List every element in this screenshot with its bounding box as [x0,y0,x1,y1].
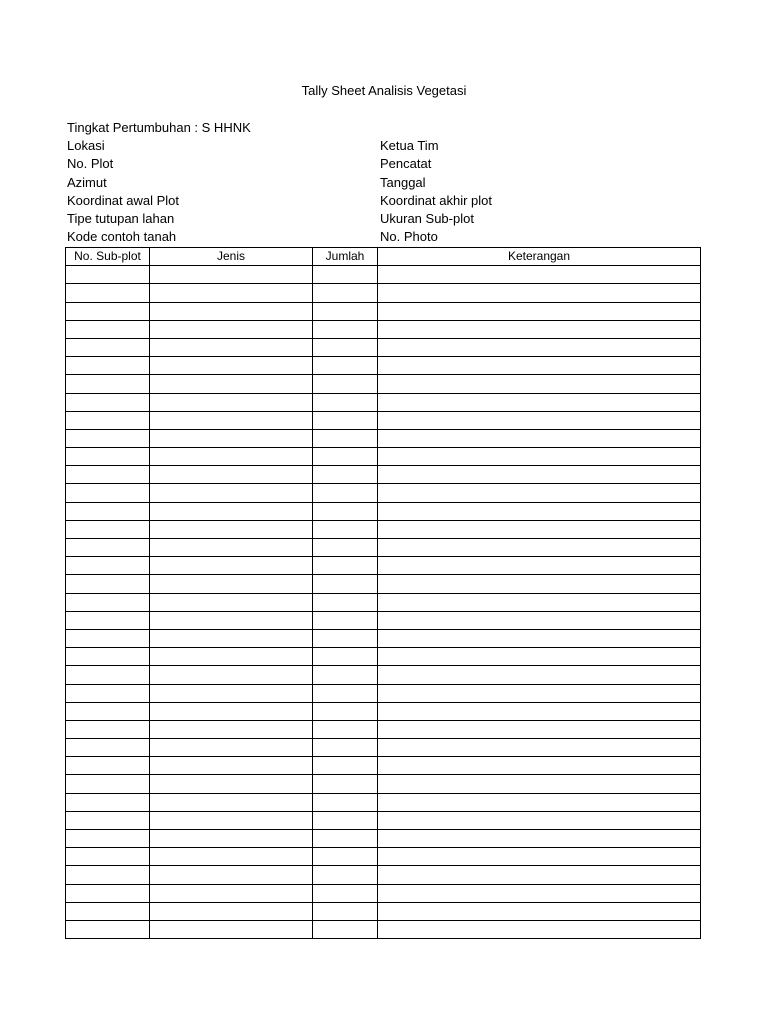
table-cell [378,357,701,375]
table-cell [66,266,150,284]
table-row [66,338,701,356]
field-no-plot: No. Plot [67,156,114,171]
table-cell [66,302,150,320]
table-cell [378,484,701,502]
table-cell [378,684,701,702]
table-cell [66,593,150,611]
table-cell [313,411,378,429]
table-row [66,793,701,811]
table-cell [150,739,313,757]
table-cell [150,448,313,466]
table-row [66,611,701,629]
table-header-row [66,248,701,266]
table-cell [313,739,378,757]
tally-table [65,247,701,939]
table-cell [66,539,150,557]
table-cell [313,484,378,502]
field-tingkat-pertumbuhan: Tingkat Pertumbuhan : S HHNK [67,120,251,135]
table-cell [378,775,701,793]
table-cell [313,539,378,557]
field-azimut: Azimut [67,175,107,190]
table-cell [313,338,378,356]
table-cell [378,811,701,829]
table-cell [150,429,313,447]
table-cell [378,757,701,775]
table-cell [150,702,313,720]
header-no-subplot: No. Sub-plot [66,248,150,266]
table-row [66,284,701,302]
table-row [66,811,701,829]
table-cell [313,357,378,375]
table-cell [313,557,378,575]
table-cell [66,884,150,902]
table-cell [378,666,701,684]
table-cell [150,375,313,393]
table-row [66,848,701,866]
table-row [66,739,701,757]
table-cell [313,611,378,629]
table-cell [150,684,313,702]
table-cell [150,666,313,684]
field-tipe-tutupan: Tipe tutupan lahan [67,211,175,226]
table-cell [150,629,313,647]
table-cell [313,375,378,393]
table-cell [66,648,150,666]
table-cell [66,757,150,775]
table-cell [313,393,378,411]
table-row [66,866,701,884]
table-cell [66,393,150,411]
table-cell [313,629,378,647]
table-cell [378,411,701,429]
table-cell [150,466,313,484]
table-row [66,502,701,520]
table-cell [66,520,150,538]
table-cell [150,720,313,738]
table-cell [66,320,150,338]
table-cell [150,611,313,629]
table-cell [313,702,378,720]
table-row [66,757,701,775]
table-cell [378,375,701,393]
table-row [66,684,701,702]
table-cell [66,502,150,520]
table-row [66,375,701,393]
header-jumlah: Jumlah [313,248,378,266]
field-lokasi: Lokasi [67,138,105,153]
table-cell [66,793,150,811]
table-cell [378,429,701,447]
table-cell [378,393,701,411]
table-cell [66,811,150,829]
table-cell [66,629,150,647]
table-cell [378,629,701,647]
table-cell [66,848,150,866]
table-cell [313,448,378,466]
table-cell [313,593,378,611]
table-cell [378,520,701,538]
table-cell [150,357,313,375]
table-row [66,629,701,647]
table-cell [150,830,313,848]
table-cell [313,320,378,338]
table-cell [378,702,701,720]
table-cell [150,775,313,793]
table-row [66,575,701,593]
table-cell [150,575,313,593]
table-cell [66,666,150,684]
table-cell [150,920,313,938]
table-cell [150,757,313,775]
table-cell [66,357,150,375]
table-cell [66,702,150,720]
table-cell [150,320,313,338]
table-cell [313,866,378,884]
table-cell [150,866,313,884]
table-cell [313,884,378,902]
field-ukuran-subplot: Ukuran Sub-plot [380,211,474,226]
table-cell [378,320,701,338]
table-row [66,429,701,447]
table-cell [313,666,378,684]
table-row [66,302,701,320]
table-cell [150,484,313,502]
table-row [66,320,701,338]
table-cell [313,920,378,938]
table-row [66,775,701,793]
field-no-photo: No. Photo [380,229,438,244]
field-koordinat-akhir: Koordinat akhir plot [380,193,493,208]
table-body [66,266,701,939]
table-cell [378,557,701,575]
table-cell [150,557,313,575]
table-cell [378,284,701,302]
table-row [66,393,701,411]
table-cell [150,284,313,302]
table-row [66,266,701,284]
table-cell [66,411,150,429]
table-cell [378,302,701,320]
table-cell [150,338,313,356]
table-row [66,466,701,484]
table-cell [378,902,701,920]
table-cell [150,648,313,666]
table-cell [378,539,701,557]
table-cell [150,393,313,411]
table-cell [66,866,150,884]
header-keterangan: Keterangan [378,248,701,266]
table-row [66,593,701,611]
table-cell [66,557,150,575]
table-cell [378,793,701,811]
table-cell [378,448,701,466]
table-cell [313,720,378,738]
table-cell [66,448,150,466]
field-pencatat: Pencatat [380,156,432,171]
table-cell [378,575,701,593]
table-cell [66,902,150,920]
table-cell [150,811,313,829]
field-ketua-tim: Ketua Tim [380,138,439,153]
table-cell [66,466,150,484]
table-row [66,357,701,375]
table-cell [66,684,150,702]
table-cell [313,466,378,484]
table-cell [150,502,313,520]
table-cell [66,575,150,593]
table-cell [66,775,150,793]
table-row [66,920,701,938]
table-cell [150,884,313,902]
table-cell [313,284,378,302]
table-row [66,902,701,920]
table-cell [313,830,378,848]
table-row [66,448,701,466]
field-tanggal: Tanggal [380,175,426,190]
table-row [66,557,701,575]
header-jenis: Jenis [150,248,313,266]
table-cell [66,830,150,848]
table-cell [66,484,150,502]
table-row [66,539,701,557]
page-title: Tally Sheet Analisis Vegetasi [301,83,467,98]
table-cell [150,848,313,866]
table-cell [313,757,378,775]
table-cell [313,648,378,666]
field-kode-contoh: Kode contoh tanah [67,229,177,244]
table-cell [378,866,701,884]
table-cell [66,375,150,393]
table-cell [313,520,378,538]
table-row [66,720,701,738]
table-cell [313,266,378,284]
table-cell [313,575,378,593]
table-cell [313,902,378,920]
table-cell [66,739,150,757]
table-cell [378,920,701,938]
table-row [66,484,701,502]
table-cell [378,593,701,611]
table-cell [150,411,313,429]
table-cell [378,720,701,738]
table-cell [378,848,701,866]
table-cell [313,429,378,447]
table-row [66,520,701,538]
table-cell [313,848,378,866]
table-cell [313,302,378,320]
table-cell [378,266,701,284]
table-cell [66,284,150,302]
table-cell [66,429,150,447]
table-row [66,702,701,720]
table-cell [150,593,313,611]
table-cell [313,793,378,811]
table-row [66,830,701,848]
table-cell [378,884,701,902]
table-cell [313,684,378,702]
table-cell [378,739,701,757]
table-cell [150,520,313,538]
table-cell [378,611,701,629]
table-cell [150,539,313,557]
table-row [66,884,701,902]
table-cell [150,793,313,811]
table-row [66,666,701,684]
table-cell [66,920,150,938]
table-cell [150,902,313,920]
field-koordinat-awal: Koordinat awal Plot [67,193,180,208]
table-cell [313,775,378,793]
table-row [66,411,701,429]
table-cell [378,648,701,666]
table-cell [378,338,701,356]
table-cell [378,466,701,484]
table-cell [150,302,313,320]
table-cell [150,266,313,284]
table-cell [378,830,701,848]
table-cell [66,338,150,356]
table-cell [378,502,701,520]
table-row [66,648,701,666]
table-cell [66,720,150,738]
table-cell [66,611,150,629]
table-cell [313,811,378,829]
table-cell [313,502,378,520]
